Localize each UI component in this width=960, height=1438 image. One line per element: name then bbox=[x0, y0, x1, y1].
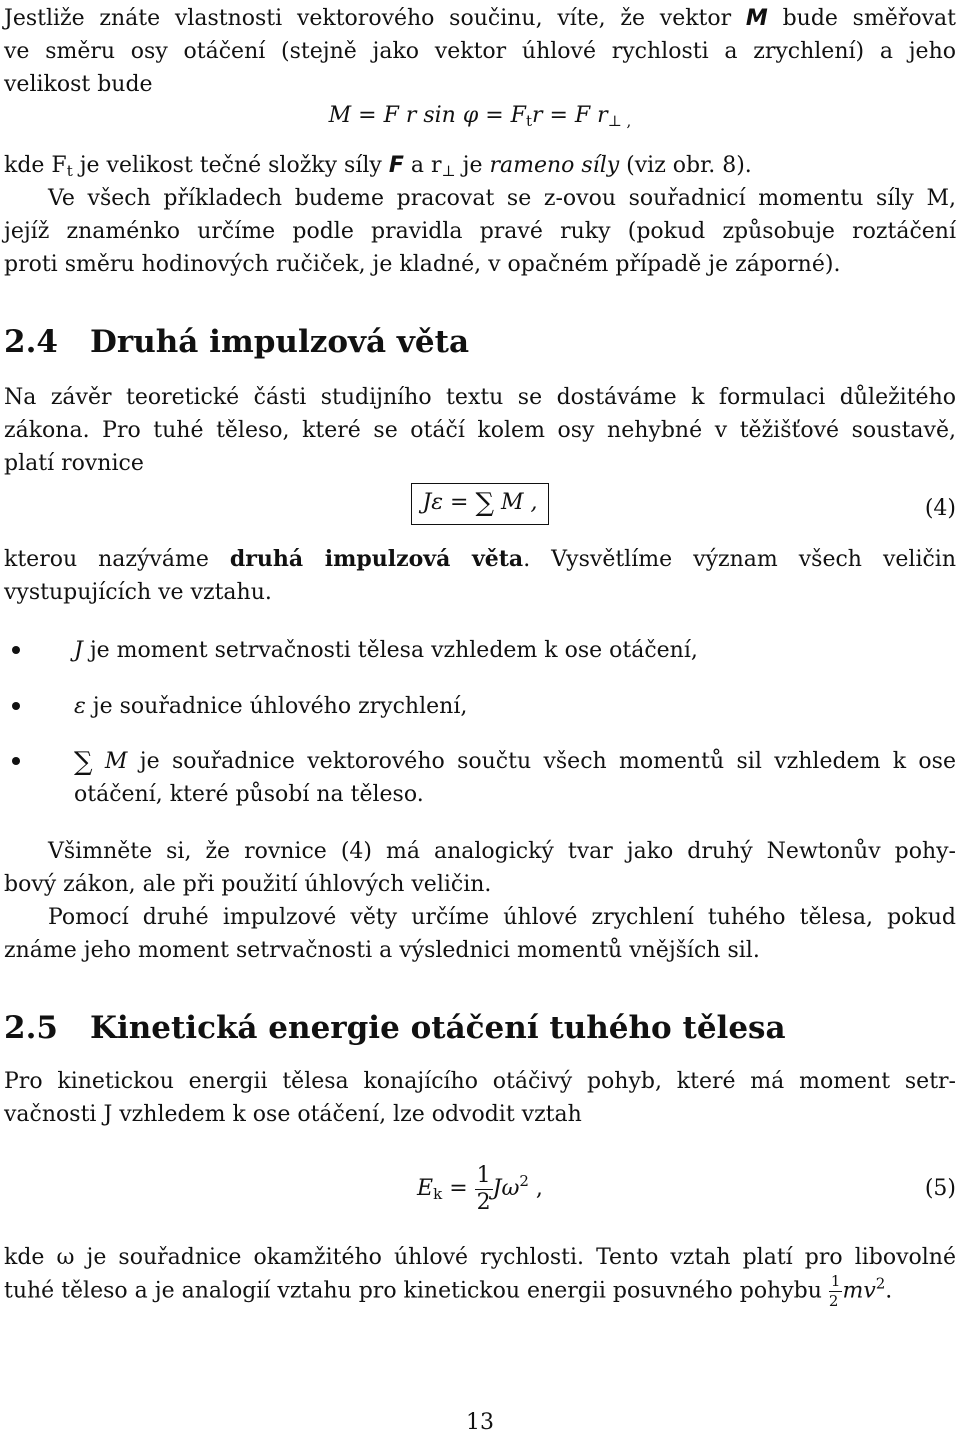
vector-M-symbol: M bbox=[745, 6, 768, 31]
text-line: ve směru osy otáčení (stejně jako vektor úhlové rychlosti a zrychlení) a jeho bbox=[4, 39, 956, 64]
equation-moment-magnitude bbox=[4, 96, 956, 136]
text-line: bový zákon, ale při použití úhlových veličin. bbox=[4, 872, 492, 897]
equation-number: (4) bbox=[924, 496, 956, 521]
vector-F-symbol: F bbox=[388, 153, 404, 178]
equation-lhs: E bbox=[417, 1176, 434, 1201]
symbol-mv: mv bbox=[842, 1278, 876, 1304]
equation-part: r = F r bbox=[531, 103, 608, 128]
equation-5 bbox=[4, 1160, 956, 1218]
text-part: tuhé těleso a je analogií vztahu pro kinetickou energii posuvného pohybu bbox=[4, 1278, 829, 1304]
text-line: Jestliže znáte vlastnosti vektorového součinu, víte, že vektor bbox=[4, 6, 746, 31]
fraction-one-half bbox=[475, 1162, 493, 1215]
equation-4 bbox=[4, 483, 956, 525]
text-line: platí rovnice bbox=[4, 451, 144, 476]
text-line: Ve všech příkladech budeme pracovat se z-ovou souřadnicí momentu síly M, bbox=[48, 186, 956, 211]
symbol-epsilon: ε bbox=[74, 694, 86, 719]
paragraph-kinetic-energy-explanation bbox=[4, 1241, 956, 1309]
fraction-one-half bbox=[829, 1274, 843, 1309]
superscript: 2 bbox=[875, 1274, 886, 1293]
text-part: kde F bbox=[4, 153, 67, 178]
superscript: 2 bbox=[519, 1172, 529, 1190]
bullet-dot bbox=[12, 757, 20, 765]
section-number: 2.4 bbox=[4, 324, 58, 360]
denominator: 2 bbox=[828, 1292, 839, 1310]
text-line: Na závěr teoretické části studijního textu se dostáváme k formulaci důležitého bbox=[4, 385, 956, 410]
text-line: kde ω je souřadnice okamžitého úhlové rychlosti. Tento vztah platí pro libovolné bbox=[4, 1245, 956, 1270]
numerator: 1 bbox=[830, 1272, 841, 1290]
text-line: Pro kinetickou energii tělesa konajícího otáčivý pohyb, které má moment setr- bbox=[4, 1069, 956, 1094]
term-second-impulse-theorem: druhá impulzová věta bbox=[229, 546, 524, 572]
paragraph-definitions bbox=[4, 149, 956, 182]
sum-symbol: ∑ bbox=[475, 488, 495, 518]
list-text: je souřadnice úhlového zrychlení, bbox=[85, 694, 468, 719]
text-line: známe jeho moment setrvačnosti a výslednici momentů vnějších sil. bbox=[4, 938, 760, 963]
numerator: 1 bbox=[476, 1162, 491, 1188]
equation-rhs: M , bbox=[494, 490, 538, 515]
text-line: proti směru hodinových ručiček, je kladné, v opačném případě je záporné). bbox=[4, 252, 841, 277]
bullet-dot bbox=[12, 702, 20, 710]
text-line: zákona. Pro tuhé těleso, které se otáčí kolem osy nehybné v těžišťové soustavě, bbox=[4, 418, 956, 443]
section-title: Druhá impulzová věta bbox=[90, 324, 470, 360]
equation-part: M = F r sin φ = F bbox=[328, 103, 526, 128]
paragraph-z-component bbox=[4, 182, 956, 281]
paragraph-newton-analogy bbox=[4, 835, 956, 967]
subscript: t bbox=[525, 112, 532, 130]
sum-symbol: ∑ bbox=[74, 747, 93, 777]
bullet-dot bbox=[12, 646, 20, 654]
subscript: k bbox=[433, 1185, 443, 1203]
paragraph-kinetic-energy-intro bbox=[4, 1065, 956, 1131]
text-part: je bbox=[455, 153, 490, 178]
equation-rhs: Jω bbox=[492, 1176, 520, 1201]
text-line: vačnosti J vzhledem k ose otáčení, lze odvodit vztah bbox=[4, 1102, 582, 1127]
paragraph-theorem-name bbox=[4, 543, 956, 609]
text-part: kterou nazýváme bbox=[4, 547, 230, 572]
text-part: . bbox=[885, 1278, 893, 1304]
text-line: Pomocí druhé impulzové věty určíme úhlové zrychlení tuhého tělesa, pokud bbox=[48, 905, 956, 930]
equation-lhs: Jε = bbox=[422, 490, 476, 515]
denominator: 2 bbox=[476, 1189, 491, 1215]
text-part: (viz obr. 8). bbox=[619, 153, 752, 178]
symbol-J: J bbox=[74, 638, 83, 663]
text-part: a r bbox=[403, 153, 442, 178]
term-lever-arm: rameno síly bbox=[489, 153, 620, 178]
text-part: je velikost tečné složky síly bbox=[72, 153, 389, 178]
section-title: Kinetická energie otáčení tuhého tělesa bbox=[90, 1010, 786, 1046]
equation-number: (5) bbox=[924, 1176, 956, 1201]
text-line: Všimněte si, že rovnice (4) má analogický tvar jako druhý Newtonův pohy- bbox=[48, 839, 956, 864]
text-line: bude směřovat bbox=[767, 6, 956, 31]
list-text: je souřadnice vektorového součtu všech momentů sil vzhledem k ose bbox=[127, 749, 956, 774]
boxed-equation bbox=[411, 483, 548, 525]
paragraph-vector-moment bbox=[4, 2, 956, 101]
text-line: vystupujících ve vztahu. bbox=[4, 580, 272, 605]
subscript: ⊥ bbox=[441, 162, 456, 180]
section-number: 2.5 bbox=[4, 1010, 58, 1046]
section-heading-2-4 bbox=[4, 322, 469, 362]
list-text: otáčení, které působí na těleso. bbox=[74, 782, 424, 807]
symbol-M: M bbox=[92, 749, 128, 774]
text-line: jejíž znaménko určíme podle pravidla pravé ruky (pokud způsobuje roztáčení bbox=[4, 219, 956, 244]
text-line: velikost bude bbox=[4, 72, 153, 97]
text-part: . Vysvětlíme význam všech veličin bbox=[523, 547, 957, 572]
equation-tail: , bbox=[528, 1176, 543, 1201]
equals-sign: = bbox=[442, 1176, 475, 1201]
section-heading-2-5 bbox=[4, 1008, 786, 1048]
subscript: t bbox=[66, 162, 73, 180]
page-number: 13 bbox=[466, 1410, 494, 1435]
subscript: ⊥ , bbox=[607, 112, 632, 130]
paragraph-theorem-intro bbox=[4, 381, 956, 480]
list-text: je moment setrvačnosti tělesa vzhledem k ose otáčení, bbox=[82, 638, 698, 663]
